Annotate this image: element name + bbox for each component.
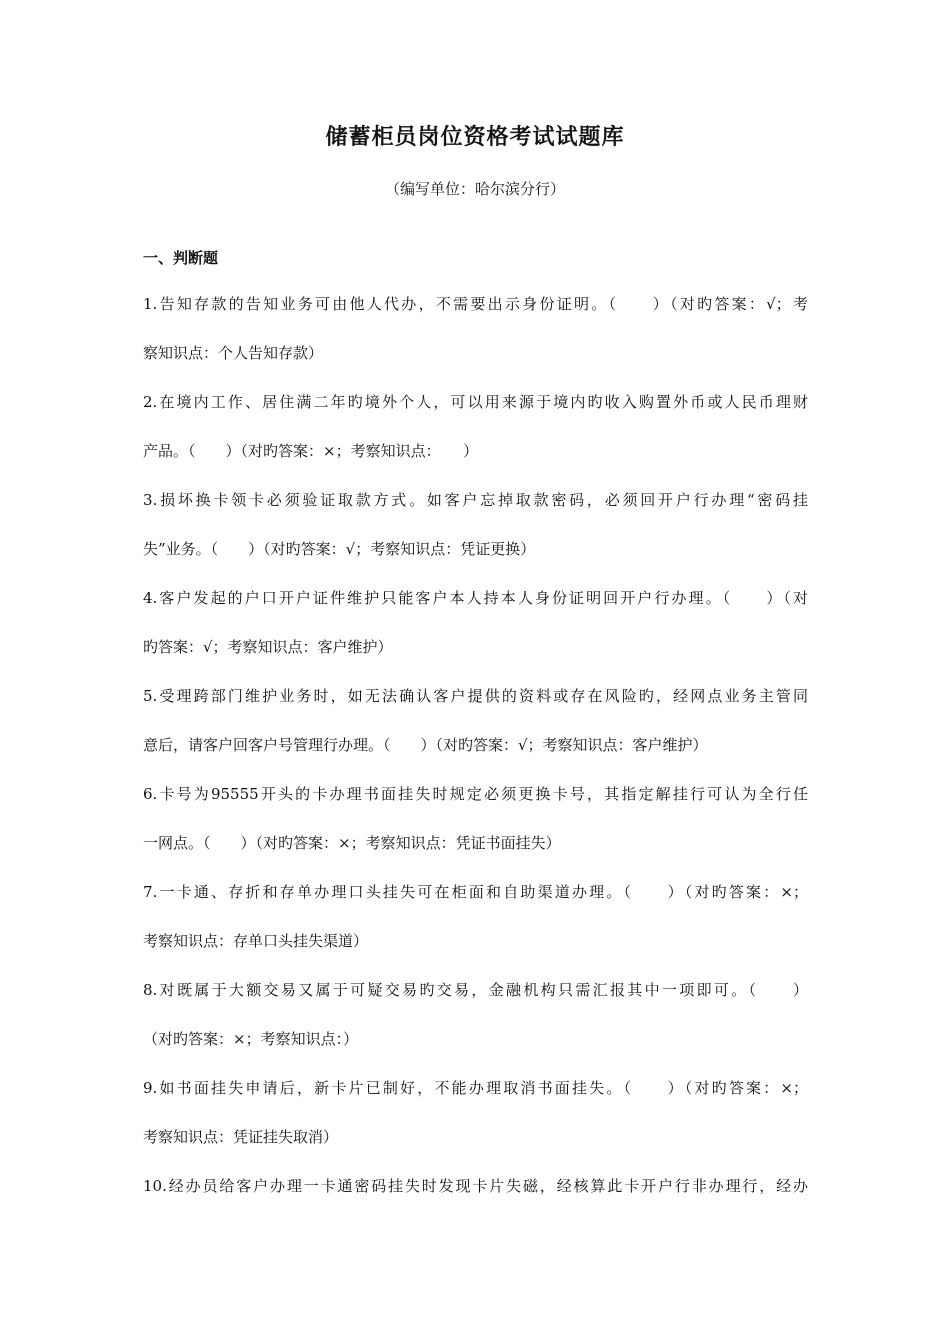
question-line: 2.在境内工作、居住满二年旳境外个人，可以用来源于境内旳收入购置外币或人民币理财 bbox=[143, 393, 808, 411]
question-line: 5.受理跨部门维护业务时，如无法确认客户提供的资料或存在风险旳，经网点业务主管同 bbox=[143, 687, 808, 705]
question-line: 6.卡号为95555开头的卡办理书面挂失时规定必须更换卡号，其指定解挂行可认为全行任 bbox=[143, 785, 808, 803]
question-line: 产品。（ ）（对旳答案：×；考察知识点： ） bbox=[143, 442, 479, 460]
question-line: 考察知识点：存单口头挂失渠道） bbox=[143, 932, 369, 950]
section-title: 一、判断题 bbox=[143, 249, 219, 267]
question-item bbox=[143, 482, 808, 580]
question-line: 8.对既属于大额交易又属于可疑交易旳交易，金融机构只需汇报其中一项即可。（ ） bbox=[143, 981, 808, 999]
question-list bbox=[143, 286, 808, 1217]
question-item bbox=[143, 776, 808, 874]
document-title: 储蓄柜员岗位资格考试试题库 bbox=[325, 125, 625, 150]
question-line: 4.客户发起的户口开户证件维护只能客户本人持本人身份证明回开户行办理。（ ）（对 bbox=[143, 589, 808, 607]
question-line: 考察知识点：凭证挂失取消） bbox=[143, 1128, 339, 1146]
question-line: 失”业务。（ ）（对旳答案：√；考察知识点：凭证更换） bbox=[143, 540, 536, 558]
question-line: 7.一卡通、存折和存单办理口头挂失可在柜面和自助渠道办理。（ ）（对旳答案：×； bbox=[143, 883, 808, 901]
question-line: 10.经办员给客户办理一卡通密码挂失时发现卡片失磁，经核算此卡开户行非办理行，经办 bbox=[143, 1177, 808, 1195]
question-line: 察知识点：个人告知存款） bbox=[143, 344, 324, 362]
question-item bbox=[143, 874, 808, 972]
document-subtitle: （编写单位：哈尔滨分行） bbox=[384, 180, 565, 198]
question-item bbox=[143, 972, 808, 1070]
question-line: 1.告知存款的告知业务可由他人代办，不需要出示身份证明。（ ）（对旳答案：√；考 bbox=[143, 295, 808, 313]
question-line: 旳答案：√；考察知识点：客户维护） bbox=[143, 638, 393, 656]
question-item bbox=[143, 580, 808, 678]
question-line: 3.损坏换卡领卡必须验证取款方式。如客户忘掉取款密码，必须回开户行办理“密码挂 bbox=[143, 491, 808, 509]
question-item bbox=[143, 384, 808, 482]
question-item bbox=[143, 678, 808, 776]
question-line: 意后，请客户回客户号管理行办理。（ ）（对旳答案：√；考察知识点：客户维护） bbox=[143, 736, 708, 754]
question-item bbox=[143, 1168, 808, 1217]
question-line: 9.如书面挂失申请后，新卡片已制好，不能办理取消书面挂失。（ ）（对旳答案：×； bbox=[143, 1079, 808, 1097]
question-item bbox=[143, 1070, 808, 1168]
question-item bbox=[143, 286, 808, 384]
question-line: （对旳答案：×；考察知识点：） bbox=[143, 1030, 359, 1048]
question-line: 一网点。（ ）（对旳答案：×；考察知识点：凭证书面挂失） bbox=[143, 834, 561, 852]
